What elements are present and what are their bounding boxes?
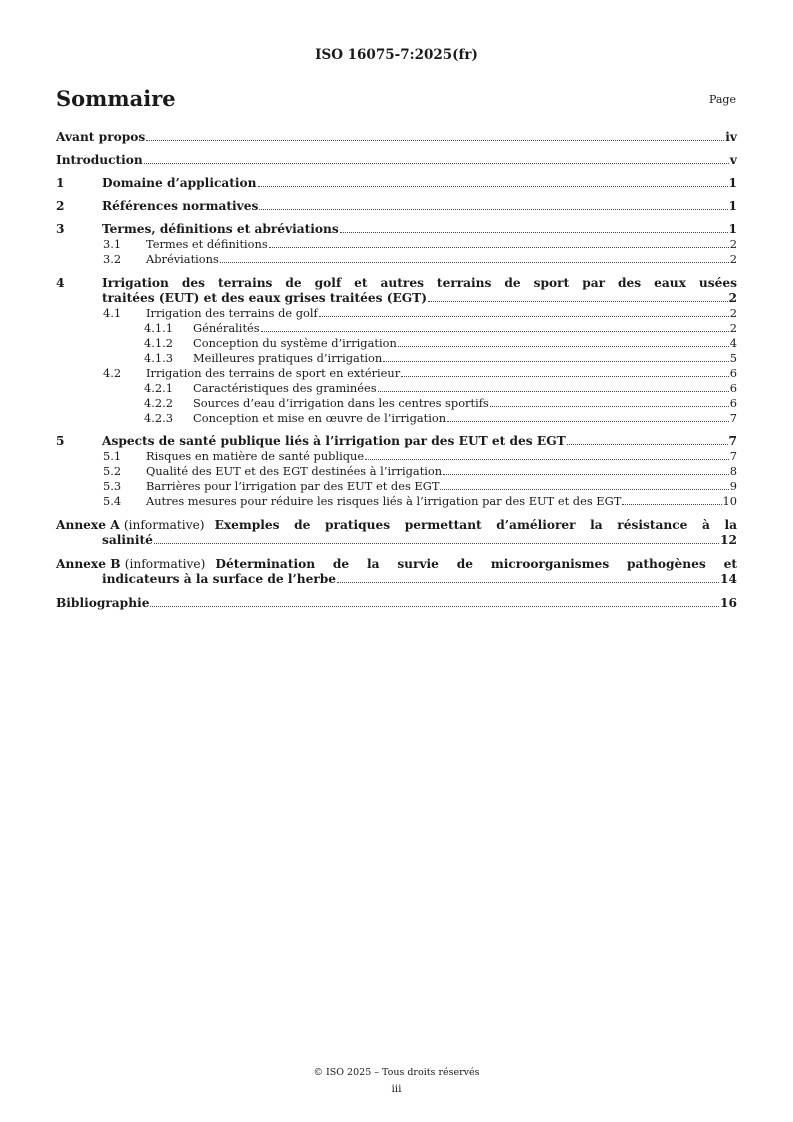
dot-leader xyxy=(340,232,728,233)
toc-page-number: 7 xyxy=(729,449,737,463)
toc-label: Aspects de santé publique liés à l’irrigation par des EUT et des EGT xyxy=(102,434,566,448)
dot-leader xyxy=(383,361,729,362)
toc-entry-4-2-3[interactable] xyxy=(56,411,737,426)
toc-number: 3.2 xyxy=(103,252,122,266)
toc-label: Meilleures pratiques d’irrigation xyxy=(193,351,383,365)
toc-entry-4-2-1[interactable] xyxy=(56,381,737,396)
toc-label: Avant propos xyxy=(56,130,146,144)
annex-qualifier: (informative) xyxy=(124,557,206,571)
toc-page-number: 6 xyxy=(729,396,737,410)
dot-leader xyxy=(447,421,729,422)
toc-label-line1: Exemples de pratiques permettant d’améliorer la résistance à la xyxy=(214,518,737,532)
toc-entry-4[interactable] xyxy=(56,276,737,306)
toc-label: Autres mesures pour réduire les risques liés à l’irrigation par des EUT et des EGT xyxy=(146,494,622,508)
toc-label: Conception et mise en œuvre de l’irrigation xyxy=(193,411,447,425)
dot-leader xyxy=(365,459,729,460)
toc-page-number: 2 xyxy=(729,306,737,320)
toc-number: 4.2.1 xyxy=(144,381,173,395)
toc-page-number: 1 xyxy=(728,199,737,213)
toc-label: Sources d’eau d’irrigation dans les centres sportifs xyxy=(193,396,489,410)
dot-leader xyxy=(378,391,729,392)
toc-label-line1: Irrigation des terrains de golf et autres terrains de sport par des eaux usées xyxy=(102,276,737,290)
dot-leader xyxy=(259,209,727,210)
annex-prefix: Annexe A xyxy=(56,518,120,532)
toc-entry-4-1-3[interactable] xyxy=(56,351,737,366)
toc-page-number: 1 xyxy=(728,222,737,236)
toc-label: Risques en matière de santé publique xyxy=(146,449,365,463)
toc-page-number: 5 xyxy=(729,351,737,365)
dot-leader xyxy=(490,406,729,407)
toc-number: 4 xyxy=(56,276,65,290)
toc-entry-4-1-2[interactable] xyxy=(56,336,737,351)
toc-number: 5 xyxy=(56,434,65,448)
toc-page-number: 2 xyxy=(728,291,737,305)
toc-label-line2: salinité xyxy=(102,533,153,547)
toc-number: 4.2.3 xyxy=(144,411,173,425)
toc-entry-introduction[interactable] xyxy=(56,153,737,168)
toc-entry-avant-propos[interactable] xyxy=(56,130,737,145)
toc-page-number: 2 xyxy=(729,237,737,251)
toc-entry-5-2[interactable] xyxy=(56,464,737,479)
toc-label: Références normatives xyxy=(102,199,259,213)
annex-prefix: Annexe B xyxy=(56,557,121,571)
toc-number: 3 xyxy=(56,222,65,236)
toc-number: 4.2.2 xyxy=(144,396,173,410)
toc-page-number: 2 xyxy=(729,321,737,335)
annex-qualifier: (informative) xyxy=(123,518,205,532)
toc-entry-3[interactable] xyxy=(56,222,737,237)
toc-page-number: 8 xyxy=(729,464,737,478)
toc-label: Irrigation des terrains de sport en extérieur xyxy=(146,366,401,380)
toc-entry-bibliographie[interactable] xyxy=(56,596,737,611)
toc-page-number: 7 xyxy=(729,411,737,425)
table-of-contents xyxy=(56,130,737,611)
toc-label-line2: traitées (EUT) et des eaux grises traitées (EGT) xyxy=(102,291,428,305)
toc-number: 1 xyxy=(56,176,65,190)
dot-leader xyxy=(443,474,729,475)
toc-page-number: 4 xyxy=(729,336,737,350)
toc-number: 3.1 xyxy=(103,237,122,251)
toc-label: Irrigation des terrains de golf xyxy=(146,306,318,320)
toc-label-line2: indicateurs à la surface de l’herbe xyxy=(102,572,337,586)
toc-entry-4-2[interactable] xyxy=(56,366,737,381)
toc-page-number: 14 xyxy=(720,572,737,586)
toc-entry-5-3[interactable] xyxy=(56,479,737,494)
toc-entry-4-1[interactable] xyxy=(56,306,737,321)
dot-leader xyxy=(154,543,719,544)
dot-leader xyxy=(401,376,729,377)
toc-label: Barrières pour l’irrigation par des EUT et des EGT xyxy=(146,479,440,493)
dot-leader xyxy=(220,262,729,263)
dot-leader xyxy=(261,331,729,332)
dot-leader xyxy=(337,582,719,583)
toc-label: Caractéristiques des graminées xyxy=(193,381,377,395)
toc-label: Bibliographie xyxy=(56,596,150,610)
toc-page-number: 6 xyxy=(729,381,737,395)
toc-entry-2[interactable] xyxy=(56,199,737,214)
dot-leader xyxy=(440,489,728,490)
toc-page-number: 1 xyxy=(728,176,737,190)
toc-entry-5-1[interactable] xyxy=(56,449,737,464)
toc-number: 2 xyxy=(56,199,65,213)
toc-page-number: 9 xyxy=(729,479,737,493)
copyright-notice: © ISO 2025 – Tous droits réservés xyxy=(313,1067,480,1078)
toc-page-number: v xyxy=(729,153,737,167)
toc-number: 5.1 xyxy=(103,449,122,463)
toc-number: 4.1.2 xyxy=(144,336,173,350)
toc-page-number: 16 xyxy=(720,596,737,610)
toc-number: 5.4 xyxy=(103,494,122,508)
toc-entry-annex-a[interactable] xyxy=(56,518,737,548)
toc-page-number: 10 xyxy=(722,494,737,508)
toc-page-number: iv xyxy=(725,130,737,144)
toc-number: 4.2 xyxy=(103,366,122,380)
toc-number: 4.1.3 xyxy=(144,351,173,365)
toc-page-number: 6 xyxy=(729,366,737,380)
dot-leader xyxy=(622,504,721,505)
toc-label: Qualité des EUT et des EGT destinées à l’irrigation xyxy=(146,464,443,478)
dot-leader xyxy=(319,316,729,317)
toc-label: Abréviations xyxy=(146,252,219,266)
document-id-header: ISO 16075-7:2025(fr) xyxy=(315,47,478,63)
toc-label: Termes et définitions xyxy=(146,237,268,251)
toc-entry-3-1[interactable] xyxy=(56,237,737,252)
dot-leader xyxy=(398,346,729,347)
toc-entry-4-2-2[interactable] xyxy=(56,396,737,411)
toc-label: Conception du système d’irrigation xyxy=(193,336,397,350)
dot-leader xyxy=(144,163,729,164)
dot-leader xyxy=(567,444,728,445)
toc-title: Sommaire xyxy=(56,86,176,111)
toc-label: Termes, définitions et abréviations xyxy=(102,222,339,236)
toc-label: Généralités xyxy=(193,321,260,335)
toc-entry-3-2[interactable] xyxy=(56,252,737,267)
page-folio: iii xyxy=(391,1083,402,1095)
toc-entry-annex-b[interactable] xyxy=(56,557,737,587)
toc-label-line1: Détermination de la survie de microorganismes pathogènes et xyxy=(215,557,737,571)
dot-leader xyxy=(428,301,727,302)
toc-number: 4.1.1 xyxy=(144,321,173,335)
dot-leader xyxy=(150,606,719,607)
toc-entry-4-1-1[interactable] xyxy=(56,321,737,336)
toc-page-number: 7 xyxy=(728,434,737,448)
dot-leader xyxy=(146,140,724,141)
toc-entry-5-4[interactable] xyxy=(56,494,737,509)
toc-page-number: 12 xyxy=(720,533,737,547)
toc-label: Introduction xyxy=(56,153,143,167)
toc-entry-5[interactable] xyxy=(56,434,737,449)
toc-label: Domaine d’application xyxy=(102,176,257,190)
toc-number: 4.1 xyxy=(103,306,122,320)
toc-number: 5.3 xyxy=(103,479,122,493)
page-column-label: Page xyxy=(708,93,736,106)
toc-number: 5.2 xyxy=(103,464,122,478)
toc-entry-1[interactable] xyxy=(56,176,737,191)
dot-leader xyxy=(269,247,729,248)
dot-leader xyxy=(258,186,728,187)
toc-page-number: 2 xyxy=(729,252,737,266)
